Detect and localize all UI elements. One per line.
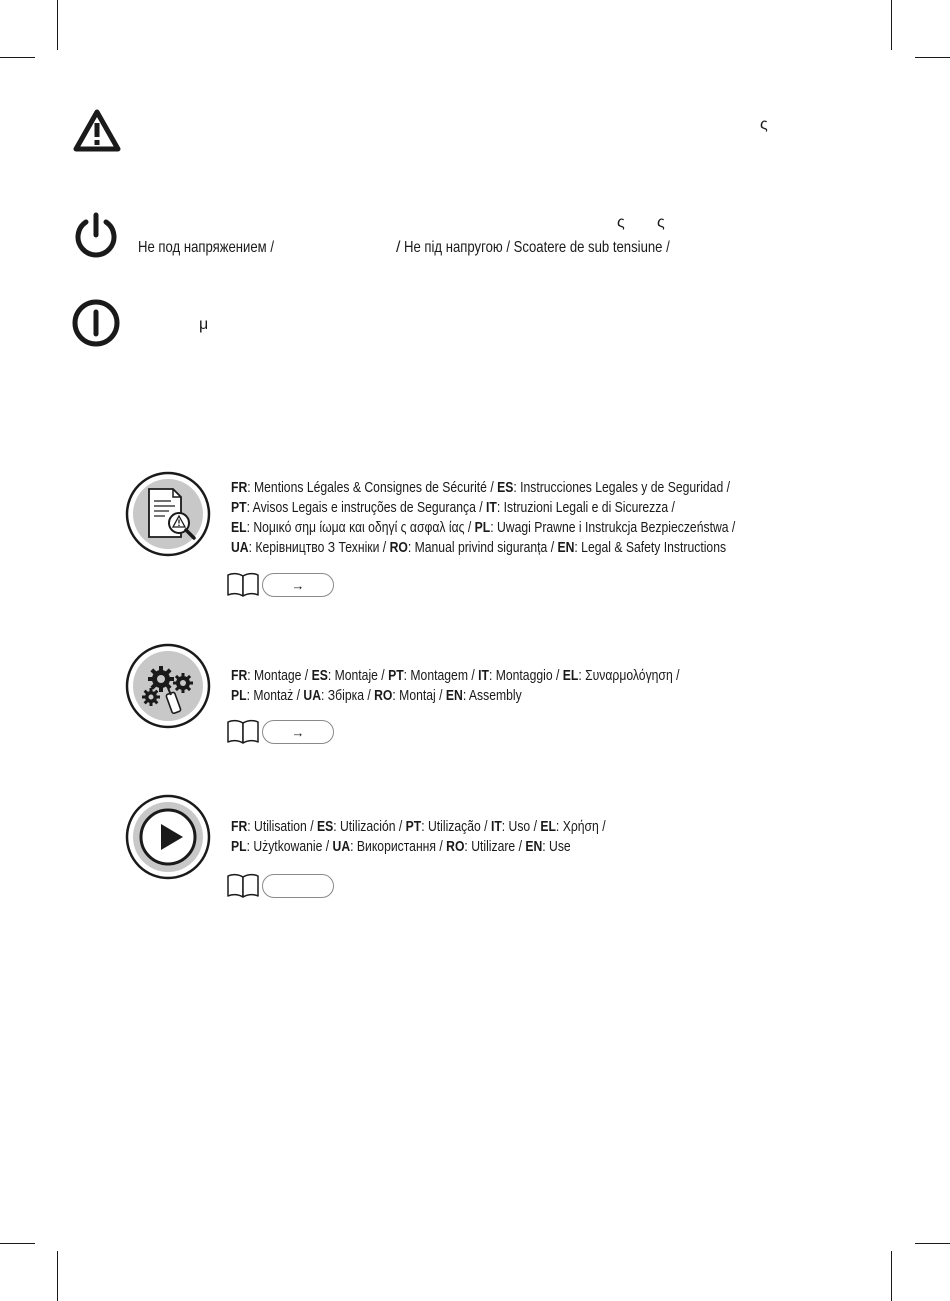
lang-code: ES xyxy=(497,480,514,496)
crop-mark xyxy=(891,0,892,50)
lang-code: IT xyxy=(486,500,497,516)
lang-title: : Użytkowanie / xyxy=(246,839,333,855)
lang-title: : Montaje / xyxy=(327,668,389,684)
lang-title: : Νομικό σημ ίωμα και οδηγί ς ασφαλ ίας / xyxy=(246,520,475,536)
lang-title: : Avisos Legais e instruções de Segurança / xyxy=(246,500,487,516)
lang-title: : Використання / xyxy=(350,839,447,855)
legal-document-icon xyxy=(125,471,211,557)
crop-mark xyxy=(891,1251,892,1301)
use-manual-reference xyxy=(226,872,334,900)
lang-title: : Χρήση / xyxy=(555,819,606,835)
lang-title: : Mentions Légales & Consignes de Sécurité / xyxy=(247,480,498,496)
arrow-right-icon: → xyxy=(291,577,305,593)
power-off-icon xyxy=(70,297,122,349)
lang-title: : Istruzioni Legali e di Sicurezza / xyxy=(496,500,675,516)
legal-line-4 xyxy=(231,538,777,558)
page-reference-pill xyxy=(262,720,334,744)
crop-mark xyxy=(0,1243,35,1244)
legal-line-1 xyxy=(231,478,777,498)
lang-title: : Керівництво З Техніки / xyxy=(248,540,390,556)
lang-code: EN xyxy=(525,839,543,855)
lang-code: ES xyxy=(316,819,334,835)
lang-title: : Utilizare / xyxy=(464,839,526,855)
lang-code: PT xyxy=(231,500,247,516)
lang-code: ES xyxy=(311,668,328,684)
page-reference-pill xyxy=(262,573,334,597)
lang-title: : Montaż / xyxy=(246,688,304,704)
lang-code: FR xyxy=(231,480,248,496)
lang-title: : Use xyxy=(542,839,571,855)
legal-line-3 xyxy=(231,518,777,538)
lang-title: : Legal & Safety Instructions xyxy=(574,540,727,556)
lang-code: PL xyxy=(231,839,247,855)
assembly-gears-icon xyxy=(125,643,211,729)
assembly-line-2 xyxy=(231,686,777,706)
lang-code: EN xyxy=(445,688,463,704)
crop-mark xyxy=(57,0,58,50)
lang-code: FR xyxy=(231,819,248,835)
lang-title: : Assembly xyxy=(462,688,522,704)
lang-code: RO xyxy=(374,688,393,704)
lang-title: : Uwagi Prawne i Instrukcja Bezpieczeństwa / xyxy=(490,520,736,536)
lang-code: UA xyxy=(303,688,322,704)
lang-title: : Utilização / xyxy=(421,819,491,835)
lang-title: : Instrucciones Legales y de Seguridad / xyxy=(513,480,730,496)
lang-code: PL xyxy=(231,688,247,704)
lang-code: UA xyxy=(332,839,351,855)
lang-title: : Montage / xyxy=(247,668,312,684)
lang-title: : Manual privind siguranța / xyxy=(407,540,558,556)
crop-mark xyxy=(0,57,35,58)
lang-code: UA xyxy=(231,540,249,556)
lang-code: PT xyxy=(388,668,404,684)
page-reference-pill xyxy=(262,874,334,898)
lang-code: PL xyxy=(474,520,491,536)
lang-code: IT xyxy=(478,668,489,684)
lang-code: FR xyxy=(231,668,248,684)
power-off-glyph: μ xyxy=(199,316,209,333)
lang-code: EL xyxy=(540,819,556,835)
crop-mark xyxy=(915,1243,950,1244)
power-on-glyph-a: ς xyxy=(617,214,625,231)
lang-title: : Utilización / xyxy=(333,819,406,835)
crop-mark xyxy=(915,57,950,58)
lang-title: : Uso / xyxy=(501,819,541,835)
lang-title: : Montaggio / xyxy=(488,668,563,684)
play-icon xyxy=(125,794,211,880)
use-line-1 xyxy=(231,817,777,837)
lang-title: : Utilisation / xyxy=(247,819,317,835)
legal-manual-reference xyxy=(226,571,334,599)
use-line-2 xyxy=(231,837,777,857)
lang-title: : Montaj / xyxy=(392,688,446,704)
lang-code: RO xyxy=(446,839,465,855)
legal-section-text xyxy=(231,478,777,558)
power-on-icon xyxy=(70,210,122,262)
lang-code: EL xyxy=(562,668,579,684)
lang-code: PT xyxy=(405,819,422,835)
lang-code: EN xyxy=(557,540,575,556)
lang-title: : Збірка / xyxy=(321,688,375,704)
lang-code: EL xyxy=(231,520,247,536)
arrow-right-icon: → xyxy=(291,724,305,740)
warning-trailing-glyph: ς xyxy=(760,116,768,133)
lang-code: IT xyxy=(490,819,502,835)
lang-code: RO xyxy=(389,540,408,556)
assembly-manual-reference xyxy=(226,718,334,746)
power-on-text-slash: / xyxy=(396,239,401,256)
assembly-section-text xyxy=(231,666,777,706)
power-on-glyph-b: ς xyxy=(657,214,665,231)
open-book-icon xyxy=(226,571,260,599)
lang-title: : Montagem / xyxy=(403,668,479,684)
crop-mark xyxy=(57,1251,58,1301)
use-section-text xyxy=(231,817,777,857)
open-book-icon xyxy=(226,718,260,746)
assembly-line-1 xyxy=(231,666,777,686)
warning-triangle-icon xyxy=(72,108,122,154)
power-on-text-right: Не під напругою / Scoatere de sub tensiune / xyxy=(404,239,670,256)
lang-title: : Συναρμολόγηση / xyxy=(578,668,680,684)
legal-line-2 xyxy=(231,498,777,518)
power-on-text-left: Не под напряжением / xyxy=(138,239,274,256)
open-book-icon xyxy=(226,872,260,900)
